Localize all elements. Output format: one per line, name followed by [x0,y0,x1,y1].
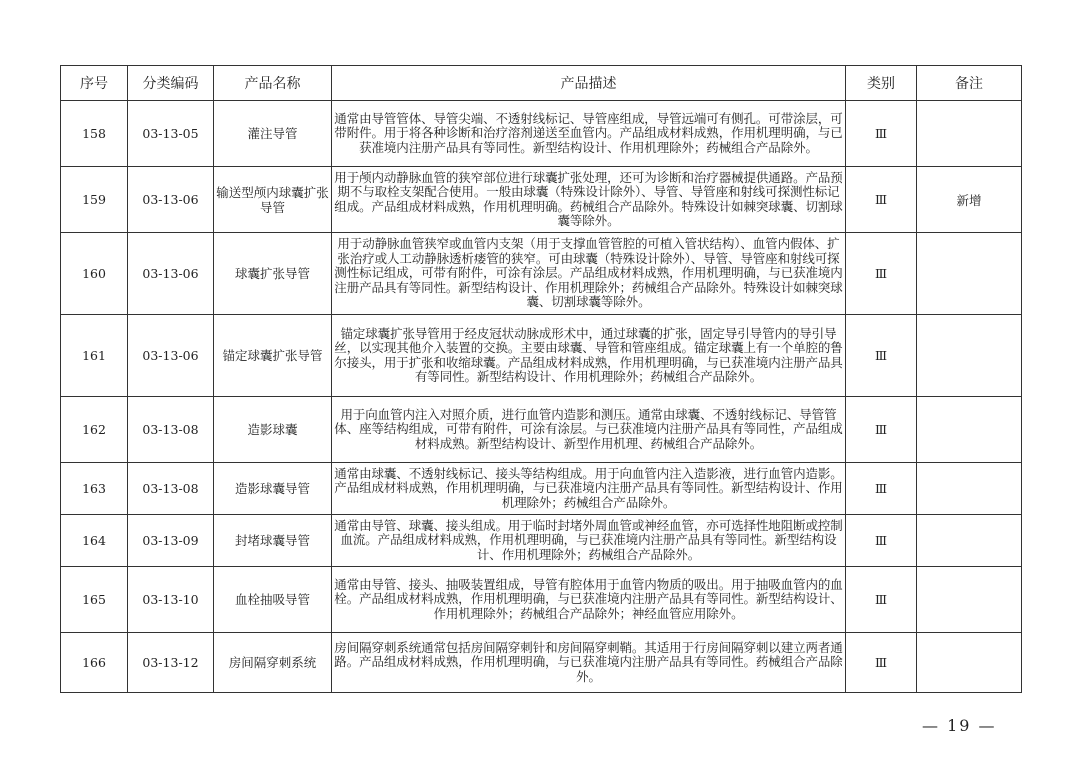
cell-seq: 163 [61,463,128,515]
cell-class: Ⅲ [846,515,917,567]
cell-seq: 166 [61,633,128,693]
cell-remark [917,397,1022,463]
cell-remark [917,101,1022,167]
cell-remark [917,463,1022,515]
cell-code: 03-13-12 [128,633,214,693]
cell-name: 血栓抽吸导管 [214,567,332,633]
cell-seq: 159 [61,167,128,233]
cell-class: Ⅲ [846,633,917,693]
cell-remark [917,633,1022,693]
cell-code: 03-13-06 [128,167,214,233]
cell-name: 灌注导管 [214,101,332,167]
table-row [61,101,1022,167]
cell-desc: 通常由球囊、不透射线标记、接头等结构组成。用于向血管内注入造影液，进行血管内造影。产品组成材料成熟，作用机理明确，与已获准境内注册产品具有等同性。新型结构设计、作用机理除外；药械组合产品除外。 [332,463,846,515]
cell-desc: 用于颅内动静脉血管的狭窄部位进行球囊扩张处理，还可为诊断和治疗器械提供通路。产品预期不与取栓支架配合使用。一般由球囊（特殊设计除外）、导管、导管座和射线可探测性标记组成。产品组成材料成熟，作用机理明确。药械组合产品除外。特殊设计如棘突球囊、切割球囊等除外。 [332,167,846,233]
cell-remark: 新增 [917,167,1022,233]
cell-class: Ⅲ [846,101,917,167]
cell-name: 造影球囊导管 [214,463,332,515]
page-number: — 19 — [922,716,997,735]
cell-name: 封堵球囊导管 [214,515,332,567]
cell-desc: 通常由导管、接头、抽吸装置组成，导管有腔体用于血管内物质的吸出。用于抽吸血管内的血栓。产品组成材料成熟，作用机理明确，与已获准境内注册产品具有等同性。新型结构设计、作用机理除外；药械组合产品除外；神经血管应用除外。 [332,567,846,633]
cell-name: 房间隔穿刺系统 [214,633,332,693]
header-seq: 序号 [61,66,128,101]
cell-desc: 用于动静脉血管狭窄或血管内支架（用于支撑血管管腔的可植入管状结构）、血管内假体、扩张治疗或人工动静脉透析瘘管的狭窄。可由球囊（特殊设计除外）、导管、导管座和射线可探测性标记组成，可带有附件，可涂有涂层。产品组成材料成熟，作用机理明确，与已获准境内注册产品具有等同性。新型结构设计、作用机理除外；药械组合产品除外。特殊设计如棘突球囊、切割球囊等除外。 [332,233,846,315]
table-row [61,315,1022,397]
cell-seq: 165 [61,567,128,633]
cell-name: 造影球囊 [214,397,332,463]
cell-name: 球囊扩张导管 [214,233,332,315]
header-name: 产品名称 [214,66,332,101]
product-table [60,65,1022,693]
cell-code: 03-13-08 [128,397,214,463]
cell-name: 输送型颅内球囊扩张导管 [214,167,332,233]
header-class: 类别 [846,66,917,101]
table-row [61,515,1022,567]
header-remark: 备注 [917,66,1022,101]
table-row [61,397,1022,463]
table-row [61,167,1022,233]
table-row [61,633,1022,693]
cell-code: 03-13-05 [128,101,214,167]
table-header-row [61,66,1022,101]
cell-seq: 158 [61,101,128,167]
cell-desc: 用于向血管内注入对照介质，进行血管内造影和测压。通常由球囊、不透射线标记、导管管体、座等结构组成，可带有附件，可涂有涂层。与已获准境内注册产品具有等同性，产品组成材料成熟。新型结构设计、新型作用机理、药械组合产品除外。 [332,397,846,463]
cell-class: Ⅲ [846,233,917,315]
cell-class: Ⅲ [846,463,917,515]
cell-class: Ⅲ [846,167,917,233]
cell-remark [917,515,1022,567]
cell-name: 锚定球囊扩张导管 [214,315,332,397]
cell-remark [917,315,1022,397]
cell-seq: 160 [61,233,128,315]
cell-code: 03-13-06 [128,315,214,397]
cell-seq: 164 [61,515,128,567]
cell-desc: 房间隔穿刺系统通常包括房间隔穿刺针和房间隔穿刺鞘。其适用于行房间隔穿刺以建立两者通路。产品组成材料成熟，作用机理明确，与已获准境内注册产品具有等同性。药械组合产品除外。 [332,633,846,693]
header-code: 分类编码 [128,66,214,101]
table-row [61,233,1022,315]
cell-code: 03-13-09 [128,515,214,567]
cell-class: Ⅲ [846,567,917,633]
cell-seq: 162 [61,397,128,463]
cell-remark [917,567,1022,633]
cell-class: Ⅲ [846,397,917,463]
cell-desc: 通常由导管、球囊、接头组成。用于临时封堵外周血管或神经血管，亦可选择性地阻断或控制血流。产品组成材料成熟，作用机理明确，与已获准境内注册产品具有等同性。新型结构设计、作用机理除外；药械组合产品除外。 [332,515,846,567]
cell-code: 03-13-10 [128,567,214,633]
cell-seq: 161 [61,315,128,397]
cell-desc: 通常由导管管体、导管尖端、不透射线标记、导管座组成，导管远端可有侧孔。可带涂层，可带附件。用于将各种诊断和治疗溶剂递送至血管内。产品组成材料成熟，作用机理明确，与已获准境内注册产品具有等同性。新型结构设计、作用机理除外；药械组合产品除外。 [332,101,846,167]
cell-desc: 锚定球囊扩张导管用于经皮冠状动脉成形术中，通过球囊的扩张，固定导引导管内的导引导丝，以实现其他介入装置的交换。主要由球囊、导管和管座组成。锚定球囊上有一个单腔的鲁尔接头，用于扩张和收缩球囊。产品组成材料成熟，作用机理明确，与已获准境内注册产品具有等同性。新型结构设计、作用机理除外；药械组合产品除外。 [332,315,846,397]
cell-remark [917,233,1022,315]
cell-class: Ⅲ [846,315,917,397]
table-row [61,567,1022,633]
cell-code: 03-13-06 [128,233,214,315]
table-row [61,463,1022,515]
cell-code: 03-13-08 [128,463,214,515]
header-desc: 产品描述 [332,66,846,101]
